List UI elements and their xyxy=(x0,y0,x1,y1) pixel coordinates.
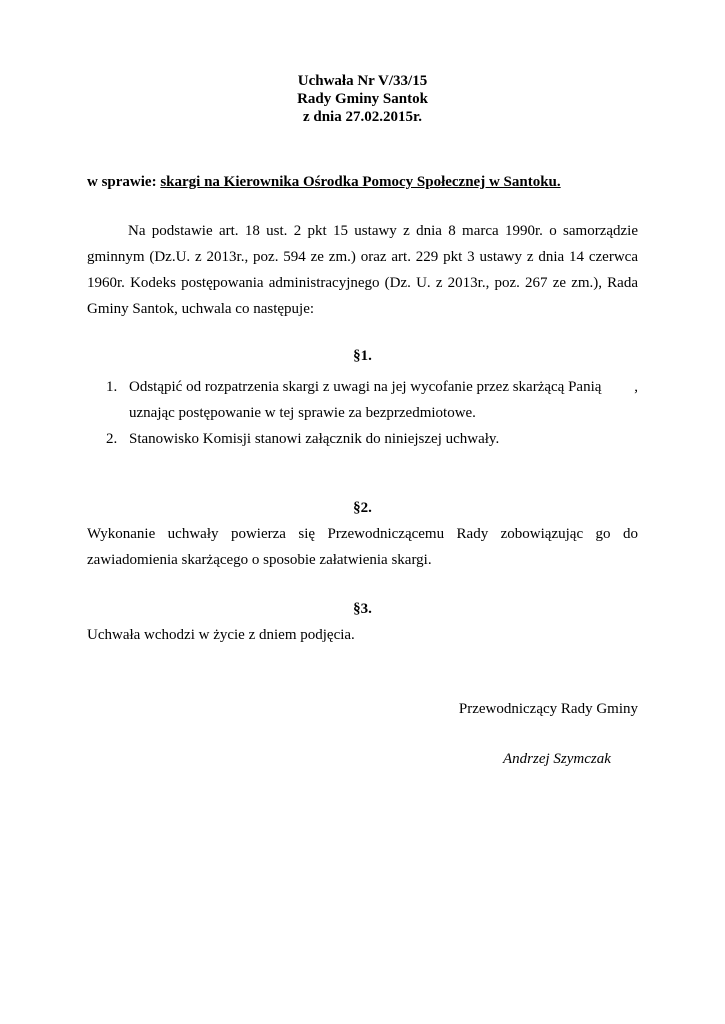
list-item xyxy=(106,374,638,426)
list-item-continuation: uznając postępowanie w tej sprawie za bezprzedmiotowe. xyxy=(129,405,476,421)
list-item-text: Stanowisko Komisji stanowi załącznik do niniejszej uchwały. xyxy=(129,431,500,447)
section-2-line-1: Wykonanie uchwały powierza się Przewodniczącemu Rady zobowiązując go do xyxy=(87,526,638,542)
resolution-header xyxy=(0,72,725,126)
list-item-number: 2. xyxy=(106,431,118,447)
subject-label: w sprawie: xyxy=(87,174,157,190)
section-3-heading: §3. xyxy=(353,601,372,617)
section-2-heading: §2. xyxy=(353,500,372,516)
section-1-heading: §1. xyxy=(353,348,372,364)
list-item xyxy=(106,426,638,452)
signature-title: Przewodniczący Rady Gminy xyxy=(458,701,638,717)
section-2-line-2: zawiadomienia skarżącego o sposobie załatwienia skargi. xyxy=(87,552,432,568)
subject-text: skargi na Kierownika Ośrodka Pomocy Społecznej w Santoku. xyxy=(160,174,561,190)
resolution-number: Uchwała Nr V/33/15 xyxy=(297,73,428,89)
subject-line xyxy=(87,174,561,191)
signature-name: Andrzej Szymczak xyxy=(503,751,611,767)
legal-basis-paragraph: Na podstawie art. 18 ust. 2 pkt 15 ustawy z dnia 8 marca 1990r. o samorządzie gminnym (Dz.U. z 2013r., poz. 594 ze zm.) oraz art. 229 pkt 3 ustawy z dnia 14 czerwca 1960r. Kodeks postępowania administracyjnego (Dz. U. z 2013r., poz. 267 ze zm.), Rada Gminy Santok, uchwala co następuje: xyxy=(87,223,638,317)
list-item-number: 1. xyxy=(106,379,118,395)
council-name: Rady Gminy Santok xyxy=(297,91,428,107)
list-item-comma: , xyxy=(634,379,638,395)
section-2-text xyxy=(87,521,638,573)
resolution-date: z dnia 27.02.2015r. xyxy=(302,109,423,125)
section-1-list xyxy=(106,374,638,452)
list-item-text: Odstąpić od rozpatrzenia skargi z uwagi na jej wycofanie przez skarżącą Panią xyxy=(129,379,602,395)
section-3-text: Uchwała wchodzi w życie z dniem podjęcia. xyxy=(87,627,355,643)
